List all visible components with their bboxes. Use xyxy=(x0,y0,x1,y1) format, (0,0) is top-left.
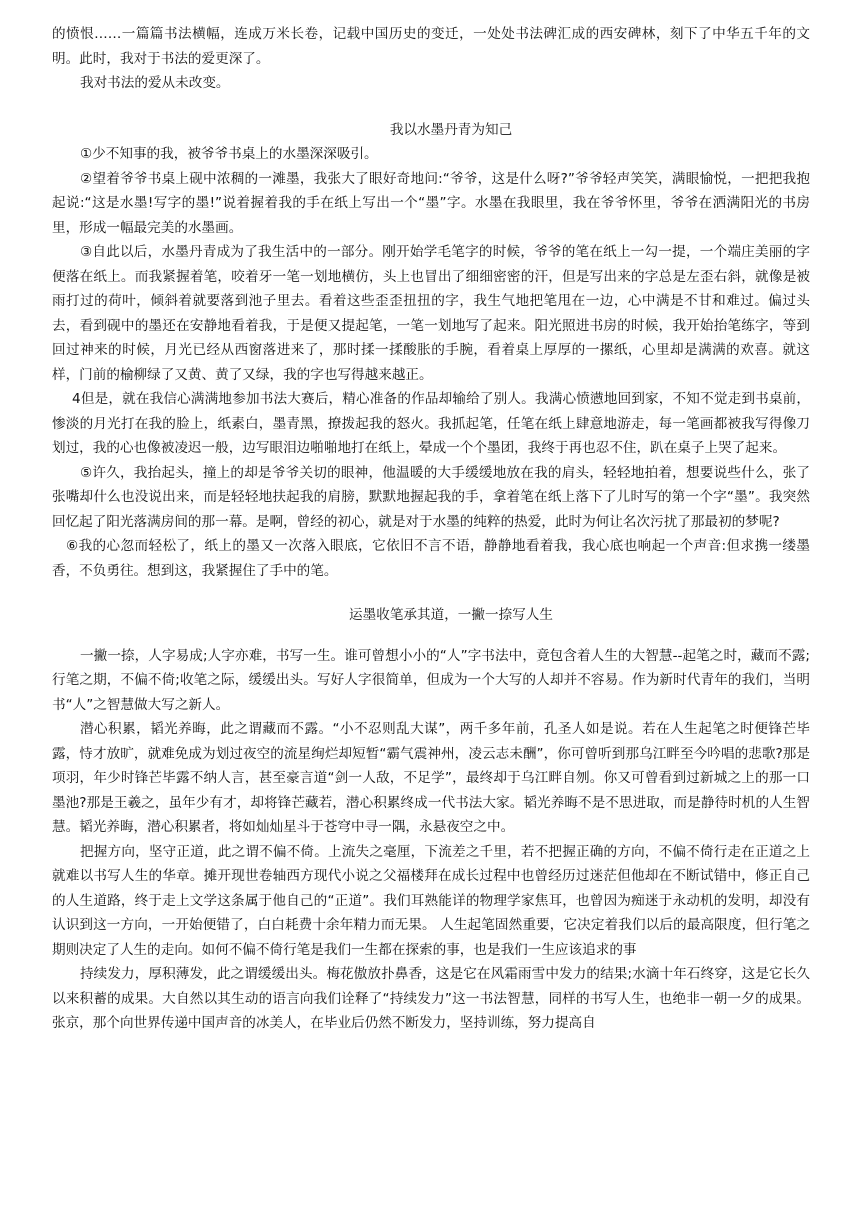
paragraph-10: 持续发力，厚积薄发，此之谓缓缓出头。梅花傲放扑鼻香，这是它在风霜雨雪中发力的结果;水滴十年石终穿，这是它长久以来积蓄的成果。大自然以其生动的语言向我们诠释了“持续发力”这一书法智慧，同样的书写人生，也绝非一朝一夕的成果。张京，那个向世界传递中国声音的冰美人，在毕业后仍然不断发力，坚持训练，努力提高自 xyxy=(52,966,810,1031)
paragraph-conclusion: 我对书法的爱从未改变。 xyxy=(80,75,230,91)
essay-title-2: 运墨收笔承其道，一撇一捺写人生 xyxy=(349,607,553,623)
paragraph-4: 4但是，就在我信心满满地参加书法大赛后，精心准备的作品却输给了别人。我满心愤懑地回到家，不知不觉走到书桌前，惨淡的月光打在我的脸上，纸素白，墨青黑，撩拨起我的怒火。我抓起笔，任笔在纸上肆意地游走，每一笔画都被我写得像刀划过，我的心也像被凌迟一般，边写眼泪边啪啪地打在纸上，晕成一个个墨团，我终于再也忍不住，趴在桌子上哭了起来。 xyxy=(52,391,810,456)
section-spacer xyxy=(52,583,810,603)
paragraph-8: 潜心积累，韬光养晦，此之谓藏而不露。“小不忍则乱大谋”，两千多年前，孔圣人如是说。若在人生起笔之时便锋芒毕露，恃才放旷，就难免成为划过夜空的流星绚烂却短暂“霸气震神州，凌云志未酬”，你可曾听到那乌江畔至今吟唱的悲歌?那是项羽，年少时锋芒毕露不纳人言，甚至豪言道“剑一人敌，不足学”，最终却于乌江畔自刎。你又可曾看到过新城之上的那一口墨池?那是王羲之，虽年少有才，却将锋芒藏若，潜心积累终成一代书法大家。韬光养晦不是不思进取，而是静待时机的人生智慧。韬光养晦，潜心积累者，将如灿灿星斗于苍穹中寻一隅，永悬夜空之中。 xyxy=(52,721,810,835)
paragraph-9: 把握方向，坚守正道，此之谓不偏不倚。上流失之毫厘，下流差之千里，若不把握正确的方向，不偏不倚行走在正道之上就难以书写人生的华章。摊开现世卷轴西方现代小说之父福楼拜在成长过程中也曾经历过迷茫但他却在不断试错中，修正自己的人生道路，终于走上文学这条属于他自己的“正道”。我们耳熟能详的物理学家焦耳，也曾因为痴迷于永动机的发明，却没有认识到这一方向，一开始便错了，白白耗费十余年精力而无果。 人生起笔固然重要，它决定着我们以后的最高限度，但行笔之期则决定了人生的走向。如何不偏不倚行笔是我们一生都在探索的事，也是我们一生应该追求的事 xyxy=(52,843,810,958)
paragraph-6: ⑥我的心忽而轻松了，纸上的墨又一次落入眼底，它依旧不言不语，静静地看着我，我心底也响起一个声音:但求携一缕墨香，不负勇往。想到这，我紧握住了手中的笔。 xyxy=(52,538,810,579)
section-spacer xyxy=(52,96,810,118)
paragraph-continuation: 的愤恨……一篇篇书法横幅，连成万米长卷，记载中国历史的变迁，一处处书法碑汇成的西安碑林，刻下了中华五千年的文明。此时，我对于书法的爱更深了。 xyxy=(52,26,810,67)
section-spacer xyxy=(52,628,810,644)
paragraph-7: 一撇一捺，人字易成;人字亦难，书写一生。谁可曾想小小的“人”字书法中，竟包含着人生的大智慧--起笔之时，藏而不露;行笔之期，不偏不倚;收笔之际，缓缓出头。写好人字很简单，但成为一个大写的人却并不容易。作为新时代青年的我们，当明书“人”之智慧做大写之新人。 xyxy=(52,647,810,713)
paragraph-5: ⑤许久，我抬起头，撞上的却是爷爷关切的眼神，他温暖的大手缓缓地放在我的肩头，轻轻地拍着，想要说些什么，张了张嘴却什么也没说出来，而是轻轻地扶起我的肩膀，默默地握起我的手，拿着笔在纸上落下了儿时写的第一个字“墨”。我突然回忆起了阳光落满房间的那一幕。是啊，曾经的初心，就是对于水墨的纯粹的热爱，此时为何让名次污扰了那最初的梦呢? xyxy=(52,464,810,530)
paragraph-2: ②望着爷爷书桌上砚中浓稠的一滩墨，我张大了眼好奇地问:“爷爷，这是什么呀?”爷爷轻声笑笑，满眼愉悦，一把把我抱起说:“这是水墨!写字的墨!”说着握着我的手在纸上写出一个“墨”字。水墨在我眼里，我在爷爷怀里，爷爷在洒满阳光的书房里，形成一幅最完美的水墨画。 xyxy=(52,170,810,236)
essay-title-1: 我以水墨丹青为知己 xyxy=(389,121,513,138)
paragraph-1: ①少不知事的我，被爷爷书桌上的水墨深深吸引。 xyxy=(80,146,378,162)
paragraph-3: ③自此以后，水墨丹青成为了我生活中的一部分。刚开始学毛笔字的时候，爷爷的笔在纸上一勾一提，一个端庄美丽的字便落在纸上。而我紧握着笔，咬着牙一笔一划地横仿，头上也冒出了细细密密的汗，但是写出来的字总是左歪右斜，就像是被雨打过的荷叶，倾斜着就要落到池子里去。看着这些歪歪扭扭的字，我生气地把笔甩在一边，心中满是不甘和难过。偏过头去，看到砚中的墨还在安静地看着我，于是便又提起笔，一笔一划地写了起来。阳光照进书房的时候，我开始抬笔练字，等到回过神来的时候，月光已经从西窗落进来了，那时揉一揉酸胀的手腕，看着桌上厚厚的一摞纸，心里却是满满的欢喜。就这样，门前的榆柳绿了又黄、黄了又绿，我的字也写得越来越正。 xyxy=(52,244,810,383)
